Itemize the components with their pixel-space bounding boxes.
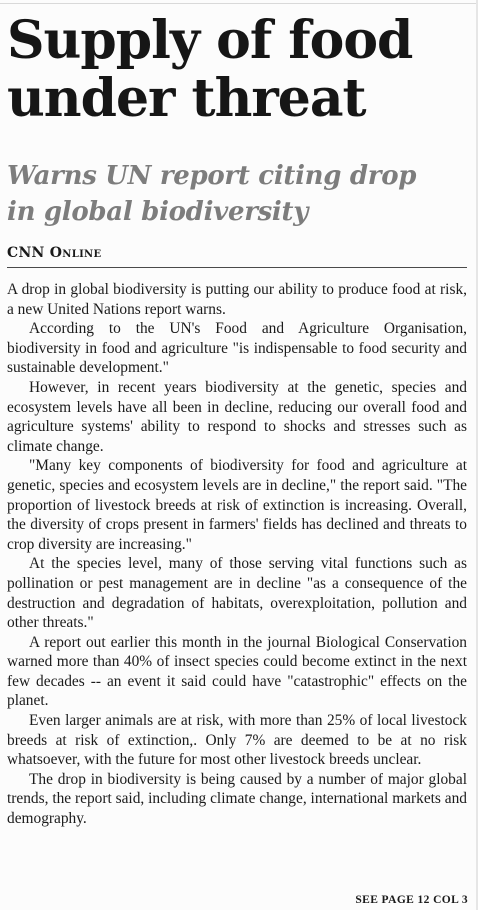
article-paragraph: A drop in global biodiversity is putting our ability to produce food at risk, a new United Nations report warns. bbox=[7, 281, 467, 318]
subheadline-line-1: Warns UN report citing drop bbox=[7, 161, 417, 191]
byline-divider bbox=[7, 267, 467, 268]
article-paragraph: Even larger animals are at risk, with more than 25% of local livestock breeds at risk of extinction,. Only 7% are deemed to be at no risk whatsoever, with the future for most other livestock breeds unclear. bbox=[7, 712, 467, 769]
subheadline bbox=[7, 158, 473, 230]
top-rule bbox=[0, 3, 478, 4]
article-paragraph: "Many key components of biodiversity for food and agriculture at genetic, species and ecosystem levels are in decline," the report said. "The proportion of livestock breeds at risk of extinction is increasing. Overall, the diversity of crops present in farmers' fields has declined and threats to crop diversity are increasing." bbox=[7, 457, 467, 553]
headline-line-2: under threat bbox=[7, 68, 366, 129]
subheadline-line-2: in global biodiversity bbox=[7, 197, 309, 227]
continuation-jump: SEE PAGE 12 COL 3 bbox=[355, 894, 468, 906]
article-paragraph: The drop in biodiversity is being caused by a number of major global trends, the report said, including climate change, international markets and demography. bbox=[7, 770, 467, 828]
article-paragraph: According to the UN's Food and Agriculture Organisation, biodiversity in food and agriculture "is indispensable to food security and sustainable development." bbox=[7, 320, 467, 377]
article-paragraph: However, in recent years biodiversity at the genetic, species and ecosystem levels have all been in decline, reducing our overall food and agriculture systems' ability to respond to shocks and stresses such as climate change. bbox=[7, 378, 467, 455]
article-body bbox=[7, 280, 467, 829]
article-paragraph: A report out earlier this month in the journal Biological Conservation warned more than 40% of insect species could become extinct in the next few decades -- an event it said could have "catastrophic" effects on the planet. bbox=[7, 633, 467, 710]
article-paragraph: At the species level, many of those serving vital functions such as pollination or pest management are in decline "as a consequence of the destruction and degradation of habitats, overexploitation, pollution and other threats." bbox=[7, 555, 467, 632]
byline: CNN Online bbox=[7, 245, 102, 261]
headline bbox=[7, 12, 473, 128]
headline-line-1: Supply of food bbox=[7, 10, 413, 71]
